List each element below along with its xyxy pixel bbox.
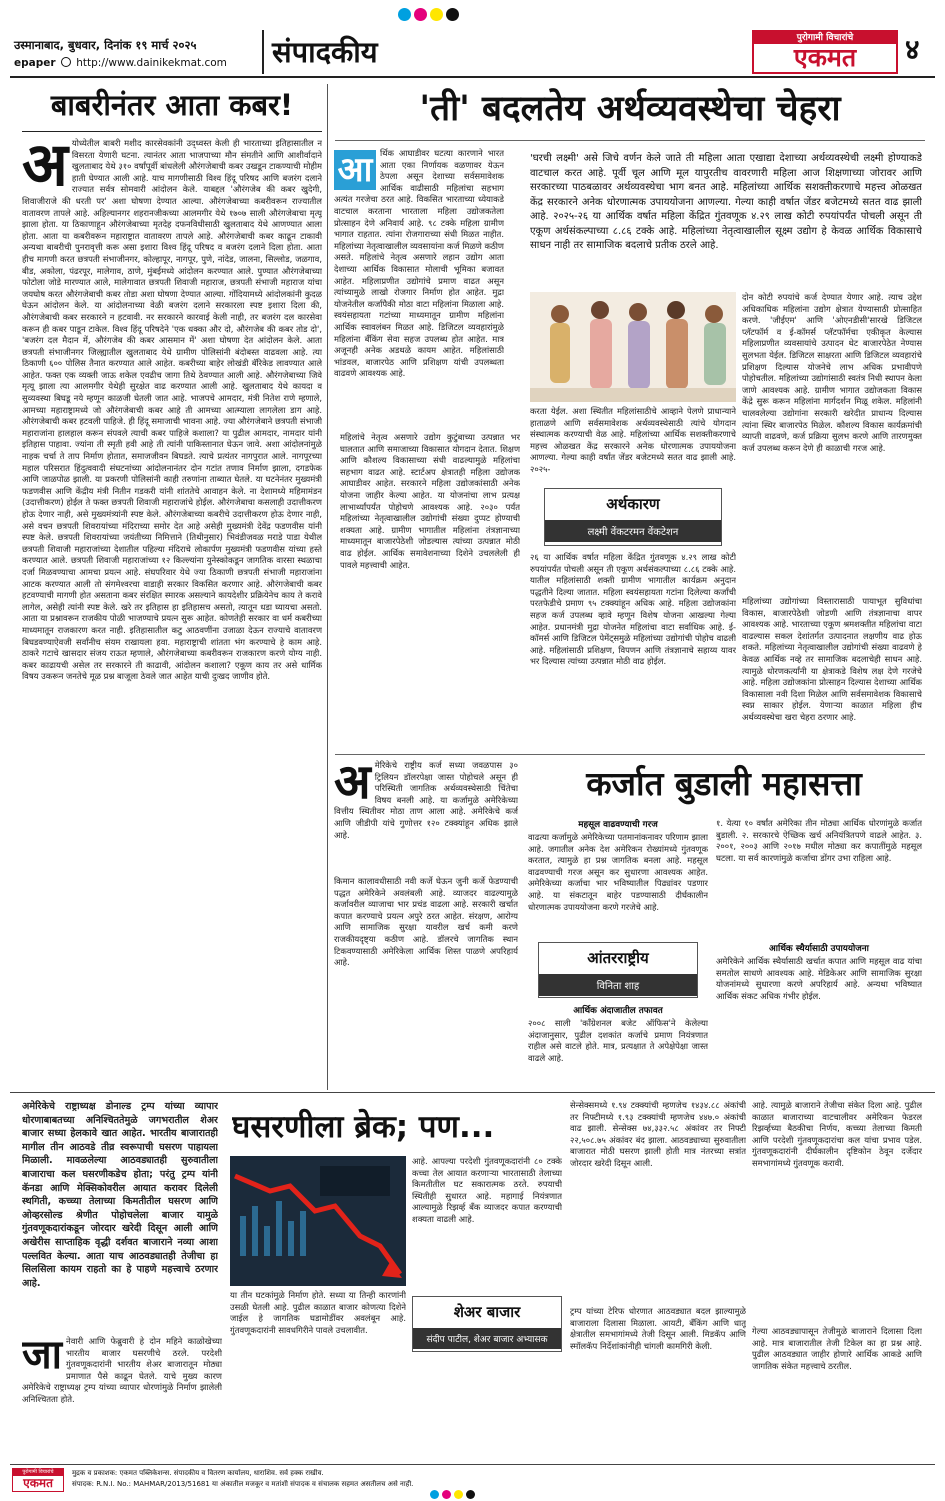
- epaper-label: epaper: [14, 57, 56, 69]
- brand-logo: [752, 30, 898, 74]
- registration-mark-cyan: [398, 8, 411, 21]
- brand-name: एकमत: [793, 43, 857, 72]
- registration-mark-black-bottom: [466, 1490, 475, 1499]
- usdebt-column-name: आंतरराष्ट्रीय: [587, 949, 649, 967]
- economy-col-2-body: महिलांचे नेतृत्व असणारे उद्योग कुटुंबाच्या उत्पन्नात भर घालतात आणि समाजाच्या विकासात योगदान देतात. शिक्षण आणि कौशल्य विकासाच्या संधी वाढल्यामुळे महिलांचा सहभाग वाढत आहे. स्टार्टअप क्षेत्रातही महिला उद्योजक आघाडीवर आहेत. सरकारने महिला उद्योजकांसाठी अनेक योजना जाहीर केल्या आहेत. या योजनांचा लाभ प्रत्यक्ष लाभार्थ्यांपर्यंत पोहोचणे आवश्यक आहे. २०३० पर्यंत महिलांच्या नेतृत्वाखालील उद्योगांची संख्या दुप्पट होण्याची शक्यता आहे. ग्रामीण भागातील महिलांना तंत्रज्ञानाच्या माध्यमातून बाजारपेठेशी जोडल्यास त्यांच्या उत्पन्नात मोठी वाढ होईल. आर्थिक समावेशनाच्या दिशेने उचललेली ही पावले महत्त्वाची आहेत.: [340, 432, 520, 570]
- website-link[interactable]: http://www.dainikekmat.com: [76, 57, 227, 69]
- registration-mark-magenta-bottom: [442, 1490, 451, 1499]
- economy-col-5: दोन कोटी रुपयांचे कर्ज देण्यात येणार आहे. त्याच उद्देश अधिकाधिक महिलांना उद्योग क्षेत्रात येण्यासाठी प्रोत्साहित करणे. 'जीईएम' आणि 'ओएनडीसी'सारखे डिजिटल प्लॅटफॉर्म व ई-कॉमर्स प्लॅटफॉर्मचा एकीकृत केल्यास महिलाप्रणीत व्यवसायांचे उत्पादन थेट बाजारपेठेत नेण्यास सुलभता येईल. डिजिटल साक्षरता आणि डिजिटल व्यवहारांचे प्रशिक्षण दिल्यास योजनेचे लाभ अधिक प्रभावीपणे पोहोचतील. महिलांच्या उद्योगांसाठी स्वतंत्र निधी स्थापन केला जाणे आवश्यक आहे. ग्रामीण भागात उद्योजकता विकास केंद्रे सुरू करून महिलांना मार्गदर्शन मिळू शकेल. महिलांनी चालवलेल्या उद्योगांना सरकारी खरेदीत प्राधान्य दिल्यास त्यांना स्थिर बाजारपेठ मिळेल. कौशल्य विकास कार्यक्रमांची व्याप्ती वाढवणे, कर्ज प्रक्रिया सुलभ करणे आणि तारणमुक्त कर्ज उपलब्ध करून देणे ही काळाची गरज आहे.: [742, 292, 922, 453]
- economy-dropcap: आ: [334, 150, 376, 190]
- registration-mark-yellow-bottom: [454, 1490, 463, 1499]
- brand-tagline: पुरोगामी विचारांचे: [754, 32, 896, 44]
- markets-column-label: [412, 1296, 562, 1352]
- usdebt-col-3b: अमेरिकेने आर्थिक स्थैर्यासाठी खर्चात कपात आणि महसूल वाढ यांचा समतोल साधणे आवश्यक आहे. मेडिकेअर आणि सामाजिक सुरक्षा योजनांमध्ये सुधारणा करणे अपरिहार्य आहे. अन्यथा भविष्यात आर्थिक संकट अधिक गंभीर होईल.: [716, 956, 922, 1001]
- markets-col-4b: गेल्या आठवड्यापासून तेजीमुळे बाजाराने दिलासा दिला आहे. मात्र बाजारातील तेजी टिकेल का हा प्रश्न आहे. पुढील आठवड्यात जाहीर होणारे आर्थिक आकडे आणि जागतिक संकेत महत्त्वाचे ठरतील.: [752, 1326, 922, 1371]
- markets-headline: घसरणीला ब्रेक; पण...: [232, 1109, 495, 1145]
- usdebt-col-1: किमान कालावधीसाठी नवी कर्जे घेऊन जुनी कर्जे फेडण्याची पद्धत अमेरिकेने अवलंबली आहे. व्याजदर वाढल्यामुळे कर्जावरील व्याजाचा भार प्रचंड वाढला आहे. सरकारी खर्चात कपात करण्याचे प्रयत्न अपुरे ठरत आहेत. संरक्षण, आरोग्य आणि सामाजिक सुरक्षा यावरील खर्च कमी करणे राजकीयदृष्ट्या कठीण आहे. डॉलरचे जागतिक स्थान टिकवण्यासाठी अमेरिकेला आर्थिक शिस्त पाळणे अपरिहार्य आहे.: [334, 876, 518, 968]
- markets-col-1: [22, 1336, 222, 1460]
- editorial-body-text: योध्येतील बाबरी मशीद कारसेवकांनी उद्ध्वस्त केली ही भारताच्या इतिहासातील न विसरता येणारी घटना. त्यानंतर आता भाजपाच्या मौन संमतीने आणि आशीर्वादाने खुलताबाद येथे ३१० वर्षांपूर्वी बांधलेली औरंगजेबाची कबर उखडून टाकण्याची मोहीम हाती घेण्यात आली आहे. याच मागणीसाठी विश्व हिंदू परिषद आणि बजरंग दलाने राज्यात सर्वत्र सोमवारी आंदोलन केले. याबद्दल 'औरंगजेब की कबर खुदेगी, शिवाजीराजे की धरती पर' अशा घोषणा देण्यात आल्या. औरंगजेबाच्या कबरीवरून राज्यातील वातावरण तापले आहे. अहिल्यानगर शहरानजीकच्या आलमगीर येथे १७०७ साली औरंगजेबाचा मृत्यू झाला होता. या ठिकाणाहून औरंगजेबाच्या मृतदेह दफनविधीसाठी खुलताबाद येथे आणण्यात आला होता. आता या कबरीवरून महाराष्ट्रात वातावरण तापले आहे. औरंगजेबाची कबर काढून टाकावी अन्यथा बाबरीची पुनरावृत्ती करू असा इशारा विश्व हिंदू परिषद व बजरंग दलाने दिला होता. आता हीच मागणी करत छत्रपती संभाजीनगर, कोल्हापूर, नागपूर, पुणे, नांदेड, जालना, सिल्लोड, जळगाव, बीड, अकोला, पंढरपूर, मालेगाव, ठाणे, मुंबईमध्ये आंदोलन करण्यात आले. पुण्यात औरंगजेबाच्या फोटोला जोडे मारण्यात आले, मालेगावात छत्रपती शिवाजी महाराज, छत्रपती संभाजी महाराज यांचा जयघोष करत औरंगजेबाची कबर तोडा अशा घोषणा देण्यात आल्या. गोंदियामध्ये आंदोलकांनी कुदळ घेऊन आंदोलन केले. या आंदोलनाच्या वेळी बजरंग दलाने सरकारला स्पष्ट इशारा दिला की, औरंगजेबाची कबर सरकारने न हटवावी. नर सरकारने कारवाई केली नाही, तर बजरंग दल कारसेवा करून ही कबर पाडून टाकेल. विश्व हिंदू परिषदेने 'एक धक्का और दो, औरंगजेब की कबर तोड दो', 'बजरंग दल मैदान में, औरंगजेब की कबर आसमान में' अशा घोषणा देत आंदोलन केले. आता छत्रपती संभाजीनगर जिल्ह्यातील खुलताबाद येथे ग्रामीण पोलिसांनी बंदोबस्त वाढवला आहे. त्या ठिकाणी ६०० पोलिस तैनात करण्यात आले आहेत. कबरीच्या बाहेर लोखंडी बॅरिकेड लावण्यात आले आहेत. फक्त एक व्यक्ती जाऊ शकेल एवढीच जागा तिथे ठेवण्यात आली आहे. औरंगजेबाच्या जिवे मृत्यू झाला त्या आलमगीर येथेही सुरक्षेत वाढ करण्यात आली आहे. खुलताबाद येथे कायदा व सुव्यवस्था बिघडू नये म्हणून काळजी घेतली जात आहे. भाजपचे आमदार, मंत्री नितेश राणे म्हणाले, आमच्या महाराष्ट्रामध्ये जो औरंगजेबाची कबर आहे ती आमच्या आत्म्याला लागलेला डाग आहे. औरंगजेबाची कबर हटवली पाहिजे. ही हिंदू समाजाची भावना आहे. ज्या औरंगजेबाने छत्रपती संभाजी महाराजांना हालहाल करून संपवले त्याची कबर पाहिजे कशाला? या पुढील आमदार, नामदार यांनी इतिहास पाहावा. ज्यांना ती स्मृती हवी आहे ती त्यांनी पाकिस्तानात घेऊन जावे. अशा आंदोलनांमुळे नाहक चर्चा ते ताप निर्माण होतात, समाजजीवन बिघडते. त्याचे प्रत्यंतर नागपुरात आले. नागपूरच्या महाल परिसरात हिंदुत्ववादी संघटनांच्या आंदोलनानंतर दोन गटांत तणाव निर्माण झाला, दगडफेक आणि जाळपोळ झाली. या प्रकरणी पोलिसांनी काही तरुणांना ताब्यात घेतले. या घटनेनंतर मुख्यमंत्री फडणवीस आणि केंद्रीय मंत्री नितीन गडकरी यांनी शांततेचे आवाहन केले. ना देशामध्ये महिमामंडन (उदात्तीकरण) होईल ते फक्त छत्रपती शिवाजी महाराजांचे होईल. औरंगजेबाचा कसलाही उदात्तीकरण होऊ देणार नाही, असे मुख्यमंत्र्यांनी स्पष्ट केले. औरंगजेबाच्या कबरीचे उदात्तीकरण होऊ देणार नाही, असे वचन छत्रपती शिवरायांच्या मंदिराच्या समोर देत आहे असेही मुख्यमंत्री देवेंद्र फडणवीस यांनी स्पष्ट केले. छत्रपती शिवरायांच्या जयंतीच्या निमित्ताने (तिथीनुसार) भिवंडीजवळ मराडे पाडा येथील छत्रपती शिवाजी महाराजांच्या देशातील पहिल्या मंदिराचे लोकार्पण मुख्यमंत्री फडणवीस यांच्या हस्ते करण्यात आले. छत्रपती शिवाजी महाराजांच्या १२ किल्ल्यांना युनेस्कोकडून जागतिक वारसा स्थळाचा दर्जा मिळवण्याचा आमचा प्रयत्न आहे. संघपरिवार येथे ज्या ठिकाणी छत्रपती संभाजी महाराजांना आटक करण्यात आली तो संगमेश्वरचा वाडाही सरकार विकसित करणार आहे. औरंगजेबाची कबर हटवण्याची मागणी होत असताना कबर संरक्षित स्मारक असल्याने कायदेशीर प्रक्रियेनेच काय ते करावे लागेल, असेही त्यांनी स्पष्ट केले. खरे तर इतिहास हा इतिहासच असतो, त्यातून धडा घ्यायचा असतो. आता या प्रश्नावरून राजकीय पोळी भाजण्याचे प्रयत्न सुरू आहेत. कोणतेही सरकार वा धर्म कबरीच्या माध्यमातून राजकारण करत नाही. इतिहासातील कटु आठवणींना उजाळा देऊन राज्याचे वातावरण बिघडवण्याऐवजी सर्वांनीच संयम राखायला हवा. महाराष्ट्राची शांतता भंग करण्याचे हे काम आहे. ठाकरे गटाचे खासदार संजय राऊत म्हणाले, औरंगजेबाच्या कबरीवरून राजकारण करणे योग्य नाही. कबर काढायची असेल तर सरकारने ती काढावी, आंदोलन कशाला? एकूण काय तर असे धार्मिक विषय उकरून जनतेचे मूळ प्रश्न बाजूला ठेवले जात आहेत याची दुःखद जाणीव होते.: [22, 138, 322, 682]
- footer-imprint-2: संपादक: R.N.I. No.: MAHMAR/2013/51681 या अंकातील मजकूर व मतांशी संपादक व संचालक सहमत असतीलच असे नाही.: [72, 1480, 414, 1488]
- economy-column-label: [544, 488, 722, 546]
- globe-icon: [61, 57, 71, 67]
- usdebt-author: विनिता शाह: [539, 974, 697, 996]
- editorial-body: [22, 138, 322, 1084]
- markets-column-name: शेअर बाजार: [453, 1303, 521, 1321]
- economy-lead: 'घरची लक्ष्मी' असे जिचे वर्णन केले जाते ती महिला आता एखाद्या देशाच्या अर्थव्यवस्थेची लक्ष्मी होण्याकडे वाटचाल करत आहे. पूर्वी चूल आणि मूल यापुरतीच वावरणारी महिला आज शिक्षणाच्या जोरावर आणि सरकारच्या पाठबळावर अर्थव्यवस्थेचा भाग बनत आहे. महिलांच्या आर्थिक सशक्तीकरणाचे महत्त्व ओळखत केंद्र सरकारने अनेक धोरणात्मक उपाययोजना आणल्या. गेल्या काही वर्षात जेंडर बजेटमध्ये सतत वाढ झाली आहे. २०२५-२६ या आर्थिक वर्षात महिला केंद्रित गुंतवणूक ४.२९ लाख कोटी रुपयांपर्यंत पोचली असून ती एकूण अर्थसंकल्पाच्या ८.८६ टक्के आहे. महिलांच्या नेतृत्वाखालील सूक्ष्म उद्योग हे केवळ आर्थिक विकासाचे साधन नाही तर सामाजिक बदलाचे प्रतीक ठरले आहे.: [530, 153, 922, 251]
- economy-col-2-block: [340, 432, 520, 748]
- registration-mark-black: [446, 8, 459, 21]
- editorial-headline: बाबरीनंतर आता कबर!: [22, 84, 322, 132]
- usdebt-intro: [334, 760, 518, 872]
- usdebt-column-label: [538, 942, 698, 998]
- registration-mark-yellow: [430, 8, 443, 21]
- registration-mark-cyan-bottom: [430, 1490, 439, 1499]
- usdebt-intro-text: मेरिकेचे राष्ट्रीय कर्ज सध्या जवळपास ३० ट्रिलियन डॉलरपेक्षा जास्त पोहोचले असून ही परिस्थिती जागतिक अर्थव्यवस्थेसाठी चिंतेचा विषय बनली आहे. या कर्जामुळे अमेरिकेच्या वित्तीय स्थितीवर मोठा ताण आला आहे. अमेरिकेचे कर्ज आणि जीडीपी यांचे गुणोत्तर १२० टक्क्यांहून अधिक झाले आहे.: [334, 760, 518, 840]
- usdebt-col-3: १. येत्या १० वर्षांत अमेरिका तीन मोठ्या आर्थिक धोरणांमुळे कर्जात बुडाली. २. सरकारचे ऐच्छिक खर्च अनियंत्रितपणे वाढले आहेत. ३. २००१, २००३ आणि २०१७ मधील मोठ्या कर कपातींमुळे महसूल घटला. या सर्व कारणांमुळे कर्जाचा डोंगर उभा राहिला आहे.: [716, 818, 922, 863]
- usdebt-col-2b: २००८ साली 'कॉंग्रेशनल बजेट ऑफिस'ने केलेल्या अंदाजानुसार, पुढील दशकांत कर्जाचे प्रमाण नियंत्रणात राहील असे वाटले होते. मात्र, प्रत्यक्षात ते अपेक्षेपेक्षा जास्त वाढले आहे.: [528, 1018, 708, 1063]
- usdebt-sub2: आर्थिक अंदाजातील तफावत: [573, 1006, 663, 1016]
- section-title: संपादकीय: [272, 35, 378, 69]
- economy-headline: 'ती' बदलतेय अर्थव्यवस्थेचा चेहरा: [419, 89, 841, 129]
- masthead: [0, 0, 945, 78]
- markets-col-4: आहे. त्यामुळे बाजाराने तेजीचा संकेत दिला आहे. पुढील काळात बाजाराच्या वाटचालीवर अमेरिकन फेडरल रिझर्व्हच्या बैठकीचा निर्णय, कच्च्या तेलाच्या किमती आणि परदेशी गुंतवणूकदारांचा कल यांचा प्रभाव पडेल. गुंतवणूकदारांनी दीर्घकालीन दृष्टिकोन ठेवून दर्जेदार समभागांमध्ये गुंतवणूक करावी.: [752, 1100, 922, 1168]
- economy-col-4: करता येईल. अशा स्थितीत महिलांसाठीचे आव्हाने पेलणे प्राधान्याने हाताळणे आणि सर्वसमावेशक अर्थव्यवस्थेसाठी त्यांचे योगदान संस्थात्मक करण्याची वेळ आहे. महिलांच्या आर्थिक सशक्तीकरणाचे महत्त्व ओळखत केंद्र सरकारने अनेक धोरणात्मक उपाययोजना आणल्या. गेल्या काही वर्षांत जेंडर बजेटमध्ये सतत वाढ झाली आहे. २०२५-: [530, 406, 736, 474]
- footer-imprint-1: मुद्रक व प्रकाशक: एकमत पब्लिकेशन्स. संपादकीय व वितरण कार्यालय, धाराशिव. सर्व हक्क राखीव.: [72, 1469, 324, 1477]
- usdebt-sub1: महसूल वाढवण्याची गरज: [578, 820, 658, 830]
- usdebt-sub3: आर्थिक स्थैर्यासाठी उपाययोजना: [769, 944, 869, 954]
- dateline: उस्मानाबाद, बुधवार, दिनांक १९ मार्च २०२५: [14, 38, 197, 52]
- markets-col-3b: ट्रम्प यांच्या टेरिफ धोरणात आठवड्यात बदल झाल्यामुळे बाजाराला दिलासा मिळाला. आयटी, बँकिंग आणि धातू क्षेत्रातील समभागांमध्ये तेजी दिसून आली. मिडकॅप आणि स्मॉलकॅप निर्देशांकांनीही चांगली कामगिरी केली.: [570, 1306, 746, 1351]
- economy-col-4b: २६ या आर्थिक वर्षात महिला केंद्रित गुंतवणूक ४.२९ लाख कोटी रुपयांपर्यंत पोचली असून ती एकूण अर्थसंकल्पाच्या ८.८६ टक्के आहे. यातील महिलांसाठी शक्ती ग्रामीण भागातील कार्यक्रम अनुदान पद्धतीने दिल्या जातात. महिला स्वयंसहायता गटांना दिलेल्या कर्जांची परतफेडीचे प्रमाण ९५ टक्क्यांहून अधिक आहे. महिला उद्योजकांना सहज कर्ज उपलब्ध व्हावे म्हणून विशेष योजना आखल्या गेल्या आहेत. प्रधानमंत्री मुद्रा योजनेत महिलांचा वाटा सर्वाधिक आहे. ई-कॉमर्स आणि डिजिटल पेमेंट्समुळे महिलांच्या उद्योगांची पोहोच वाढली आहे. महिलांसाठी प्रशिक्षण, विपणन आणि तंत्रज्ञानाचे सहाय्य यावर भर दिल्यास त्यांच्या उत्पन्नात मोठी वाढ होईल.: [530, 552, 736, 667]
- economy-column-name: अर्थकारण: [606, 495, 660, 513]
- economy-col-1-text: र्थिक आघाडीवर घटत्या कारणाने भारत आता एका निर्णायक वळणावर येऊन ठेपला असून देशाच्या सर्वसमावेशक आर्थिक वाढीसाठी महिलांचा सहभाग अत्यंत गरजेचा ठरत आहे. विकसित भारताच्या ध्येयाकडे वाटचाल करताना भारताला महिला उद्योजकतेला प्रोत्साहन देणे अनिवार्य आहे. ९८ टक्के महिला ग्रामीण भागात राहतात. त्यांना रोजगाराच्या संधी मिळत नाहीत. महिलांच्या नेतृत्वाखालील व्यवसायांना कर्ज मिळणे कठीण असते. महिलांचे नेतृत्व असणारे लहान उद्योग आता देशाच्या आर्थिक विकासात मोलाची भूमिका बजावत आहेत. महिलाप्रणीत उद्योगांचे प्रमाण वाढत असून त्यांच्यामुळे लाखो रोजगार निर्माण होत आहेत. मुद्रा योजनेतील कर्जांपैकी मोठा वाटा महिलांना मिळाला आहे. स्वयंसहायता गटांच्या माध्यमातून ग्रामीण महिलांना आर्थिक स्वावलंबन मिळत आहे. डिजिटल व्यवहारांमुळे महिलांना बँकिंग सेवा सहज उपलब्ध होत आहेत. मात्र अजूनही अनेक अडथळे कायम आहेत. महिलांसाठी भांडवल, बाजारपेठ आणि प्रशिक्षण यांची उपलब्धता वाढवणे आवश्यक आहे.: [334, 148, 504, 379]
- markets-col-1-text: नेवारी आणि फेब्रुवारी हे दोन महिने काळोखेच्या भारतीय बाजार घसरणीचे ठरले. परदेशी गुंतवणूकदारांनी भारतीय शेअर बाजारातून मोठ्या प्रमाणात पैसे काढून घेतले. याचे मुख्य कारण अमेरिकेचे राष्ट्राध्यक्ष ट्रम्प यांच्या व्यापार धोरणांमुळे निर्माण झालेली अनिश्चितता होते.: [22, 1336, 222, 1404]
- epaper-line: [14, 57, 227, 69]
- economy-col-5b: महिलांच्या उद्योगांच्या विस्तारासाठी पायाभूत सुविधांचा विकास, बाजारपेठेशी जोडणी आणि तंत्रज्ञानाचा वापर आवश्यक आहे. भारताच्या एकूण श्रमशक्तीत महिलांचा वाटा वाढल्यास सकल देशांतर्गत उत्पादनात लक्षणीय वाढ होऊ शकते. महिलांच्या नेतृत्वाखालील उद्योगांची संख्या वाढवणे हे केवळ आर्थिक नव्हे तर सामाजिक बदलाचेही साधन आहे. त्यामुळे धोरणकर्त्यांनी या क्षेत्राकडे विशेष लक्ष देणे गरजेचे आहे. महिला उद्योजकांना प्रोत्साहन दिल्यास देशाच्या आर्थिक विकासाला नवी दिशा मिळेल आणि सर्वसमावेशक विकासाचे स्वप्न साकार होईल. येणाऱ्या काळात महिला हीच अर्थव्यवस्थेचा खरा चेहरा ठरणार आहे.: [742, 596, 922, 722]
- footer-tagline: पुरोगामी विचारांचे: [13, 1469, 63, 1476]
- economy-author: लक्ष्मी वेंकटरमन वेंकटेशन: [545, 520, 721, 542]
- page-number: ४: [905, 33, 920, 66]
- usdebt-dropcap: अ: [334, 760, 371, 810]
- markets-col-2: आहे. आपल्या परदेशी गुंतवणूकदारांनी ८० टक्के कच्चा तेल आयात करणाऱ्या भारतासाठी तेलाच्या किमतीतील घट सकारात्मक ठरते. रुपयाची स्थितीही सुधारत आहे. महागाई नियंत्रणात आल्यामुळे रिझर्व्ह बँक व्याजदर कपात करण्याची शक्यता वाढली आहे.: [412, 1156, 562, 1224]
- editorial-dropcap: अ: [22, 138, 68, 200]
- usdebt-headline: कर्जात बुडाली महासत्ता: [586, 764, 862, 803]
- markets-dropcap: जा: [22, 1336, 63, 1378]
- women-illustration: [530, 292, 736, 402]
- market-crash-illustration: [230, 1156, 406, 1286]
- markets-author: संदीप पाटील, शेअर बाजार अभ्यासक: [413, 1328, 561, 1349]
- footer-brand: एकमत: [23, 1476, 53, 1490]
- markets-col-2b: या तीन घटकांमुळे निर्माण होते. सध्या या तिन्ही कारणांनी उसळी घेतली आहे. पुढील काळात बाजार कोणत्या दिशेने जाईल हे जागतिक घडामोडींवर अवलंबून आहे. गुंतवणूकदारांनी सावधगिरीने पावले उचलावीत.: [230, 1290, 406, 1335]
- editorial-article: [22, 84, 322, 1090]
- markets-intro: अमेरिकेचे राष्ट्राध्यक्ष डोनाल्ड ट्रम्प यांच्या व्यापार धोरणाबाबतच्या अनिश्चिततेमुळे जगभरातील शेअर बाजार सध्या हेलकावे खात आहेत. भारतीय बाजारातही मागील तीन आठवडे तीव्र स्वरूपाची घसरण पाहायला मिळाली. मावळलेल्या आठवड्यातही सुरुवातीला बाजाराचा कल घसरणीकडेच होता; परंतु ट्रम्प यांनी कॅनडा आणि मेक्सिकोवरील आयात करावर दिलेली स्थगिती, कच्च्या तेलाच्या किमतीतील घसरण आणि ओव्हरसोल्ड श्रेणीत पोहोचलेला बाजार यामुळे गुंतवणूकदारांकडून जोरदार खरेदी दिसून आली आणि अखेरीस साप्ताहिक वृद्धी दर्शवत बाजाराने नव्या आशा पल्लवित केल्या. आता याच आठवड्यातही तेजीचा हा सिलसिला कायम राहतो का हे पाहणे महत्त्वाचे ठरणार आहे.: [22, 1101, 218, 1289]
- footer-logo: [12, 1468, 64, 1492]
- registration-mark-magenta: [414, 8, 427, 21]
- usdebt-col-2: वाढत्या कर्जामुळे अमेरिकेच्या पतमानांकनावर परिणाम झाला आहे. जगातील अनेक देश अमेरिकन रोख्यांमध्ये गुंतवणूक करतात, त्यामुळे हा प्रश्न जागतिक बनला आहे. महसूल वाढवण्याची गरज असून कर सुधारणा आवश्यक आहेत. अमेरिकेच्या कर्जाचा भार भविष्यातील पिढ्यांवर पडणार आहे. या संकटातून बाहेर पडण्यासाठी दीर्घकालीन धोरणात्मक उपाययोजना करणे गरजेचे आहे.: [528, 832, 708, 912]
- markets-col-3: सेन्सेक्समध्ये १.९४ टक्क्यांची म्हणजेच १४३४.८८ अंकांची तर निफ्टीमध्ये १.९३ टक्क्यांची म्हणजेच ४४७.० अंकांची वाढ झाली. सेन्सेक्स ७४,३३२.५८ अंकांवर तर निफ्टी २२,५०८.७५ अंकांवर बंद झाला. आठवड्याच्या सुरुवातीला बाजारात मोठी घसरण झाली होती मात्र नंतरच्या सत्रांत जोरदार खरेदी दिसून आली.: [570, 1100, 746, 1168]
